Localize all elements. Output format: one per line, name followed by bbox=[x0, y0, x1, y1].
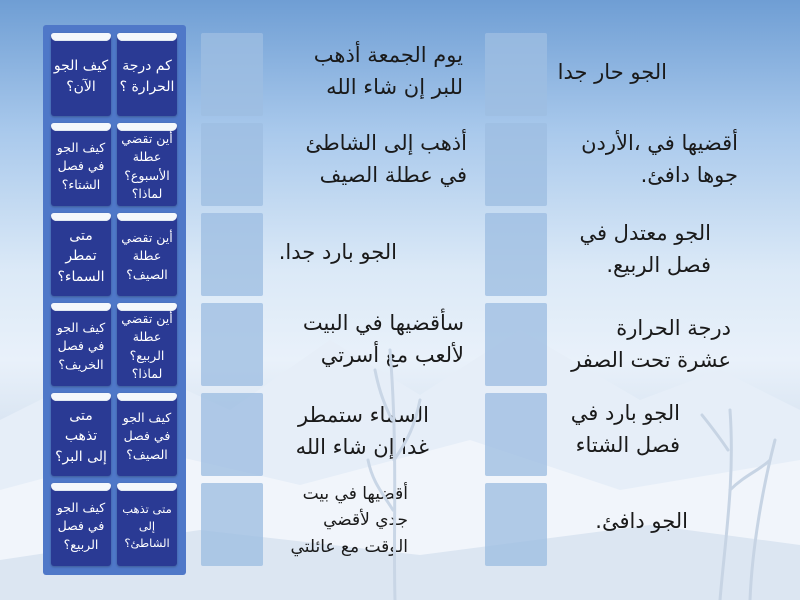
question-tile-label: أين تقضي عطلة الربيع؟ لماذا؟ bbox=[121, 311, 173, 381]
answer-line: الجو دافئ. bbox=[595, 509, 688, 533]
answer-phrase bbox=[579, 218, 711, 281]
answer-line: الجو بارد جدا. bbox=[278, 240, 397, 264]
question-tile[interactable] bbox=[117, 303, 177, 386]
answer-line: فصل الربيع. bbox=[606, 252, 711, 277]
question-tile-label: كيف الجو في فصل الصيف؟ bbox=[122, 410, 172, 462]
question-tile[interactable] bbox=[51, 123, 111, 206]
answer-line: لألعب مع أسرتي bbox=[320, 342, 464, 367]
question-tile[interactable] bbox=[117, 123, 177, 206]
question-tile[interactable] bbox=[117, 213, 177, 296]
answer-line: عشرة تحت الصفر bbox=[571, 347, 731, 372]
question-tile-label: كيف الجو في فصل الخريف؟ bbox=[56, 320, 106, 372]
drop-slot[interactable] bbox=[201, 213, 263, 296]
answer-line: جوها دافئ. bbox=[640, 162, 738, 187]
answer-line: يوم الجمعة أذهب bbox=[313, 43, 463, 67]
answer-phrase bbox=[558, 57, 667, 89]
answer-line: السماء ستمطر bbox=[298, 403, 429, 427]
drop-slot[interactable] bbox=[201, 123, 263, 206]
answer-line: سأقضيها في البيت bbox=[302, 311, 464, 335]
question-tile[interactable] bbox=[117, 33, 177, 116]
answer-phrase bbox=[595, 506, 688, 538]
drop-slot[interactable] bbox=[485, 213, 547, 296]
answer-phrase bbox=[314, 40, 463, 103]
answer-line: أذهب إلى الشاطئ bbox=[305, 131, 467, 155]
drop-slot[interactable] bbox=[485, 393, 547, 476]
question-tile[interactable] bbox=[117, 483, 177, 566]
drop-slot[interactable] bbox=[485, 33, 547, 116]
answer-phrase bbox=[581, 128, 738, 191]
drop-slot[interactable] bbox=[485, 483, 547, 566]
question-tile-label: كم درجة الحرارة ؟ bbox=[119, 58, 175, 95]
question-tile-label: أين تقضي عطلة الأسبوع؟ لماذا؟ bbox=[121, 131, 173, 201]
answer-line: الجو بارد في bbox=[570, 401, 680, 425]
answer-line: الجو معتدل في bbox=[579, 221, 711, 245]
question-tile[interactable] bbox=[51, 483, 111, 566]
question-tile-label: متى تمطر السماء؟ bbox=[57, 228, 105, 285]
answer-line: جدي لأقضي bbox=[323, 510, 408, 531]
frost-plant-icon bbox=[690, 380, 790, 600]
question-tile-label: كيف الجو في فصل الشتاء؟ bbox=[56, 140, 106, 192]
answer-line: درجة الحرارة bbox=[616, 316, 731, 340]
answer-phrase bbox=[279, 237, 397, 269]
drop-slot[interactable] bbox=[485, 303, 547, 386]
question-tile[interactable] bbox=[117, 393, 177, 476]
drop-slot[interactable] bbox=[485, 123, 547, 206]
question-tile-label: أين تقضي عطلة الصيف؟ bbox=[121, 230, 173, 282]
drop-slot[interactable] bbox=[201, 483, 263, 566]
answer-line: في عطلة الصيف bbox=[319, 162, 467, 187]
drop-slot[interactable] bbox=[201, 303, 263, 386]
answer-line: فصل الشتاء bbox=[575, 432, 680, 457]
frost-plant-icon bbox=[360, 330, 430, 600]
question-tile[interactable] bbox=[51, 213, 111, 296]
question-tile-label: كيف الجو الآن؟ bbox=[53, 58, 109, 95]
answer-phrase bbox=[571, 398, 680, 461]
drop-slot[interactable] bbox=[201, 33, 263, 116]
question-tile[interactable] bbox=[51, 303, 111, 386]
answer-line: الجو حار جدا bbox=[557, 60, 667, 84]
question-tile[interactable] bbox=[51, 33, 111, 116]
question-tile[interactable] bbox=[51, 393, 111, 476]
question-tile-label: متى تذهب إلى البر؟ bbox=[55, 408, 107, 465]
answer-line: أقضيها في ،الأردن bbox=[581, 131, 738, 155]
answer-phrase bbox=[305, 128, 467, 191]
answer-line: أقضيها في بيت bbox=[302, 484, 408, 504]
drop-slot[interactable] bbox=[201, 393, 263, 476]
answer-line: للبر إن شاء الله bbox=[326, 74, 463, 99]
answer-phrase bbox=[571, 313, 731, 376]
answer-line: الوقت مع عائلتي bbox=[290, 536, 408, 557]
question-tile-label: كيف الجو في فصل الربيع؟ bbox=[56, 500, 106, 552]
answer-line: غدا إن شاء الله bbox=[295, 434, 429, 459]
question-tile-label: متى تذهب إلى الشاطئ؟ bbox=[122, 502, 172, 550]
